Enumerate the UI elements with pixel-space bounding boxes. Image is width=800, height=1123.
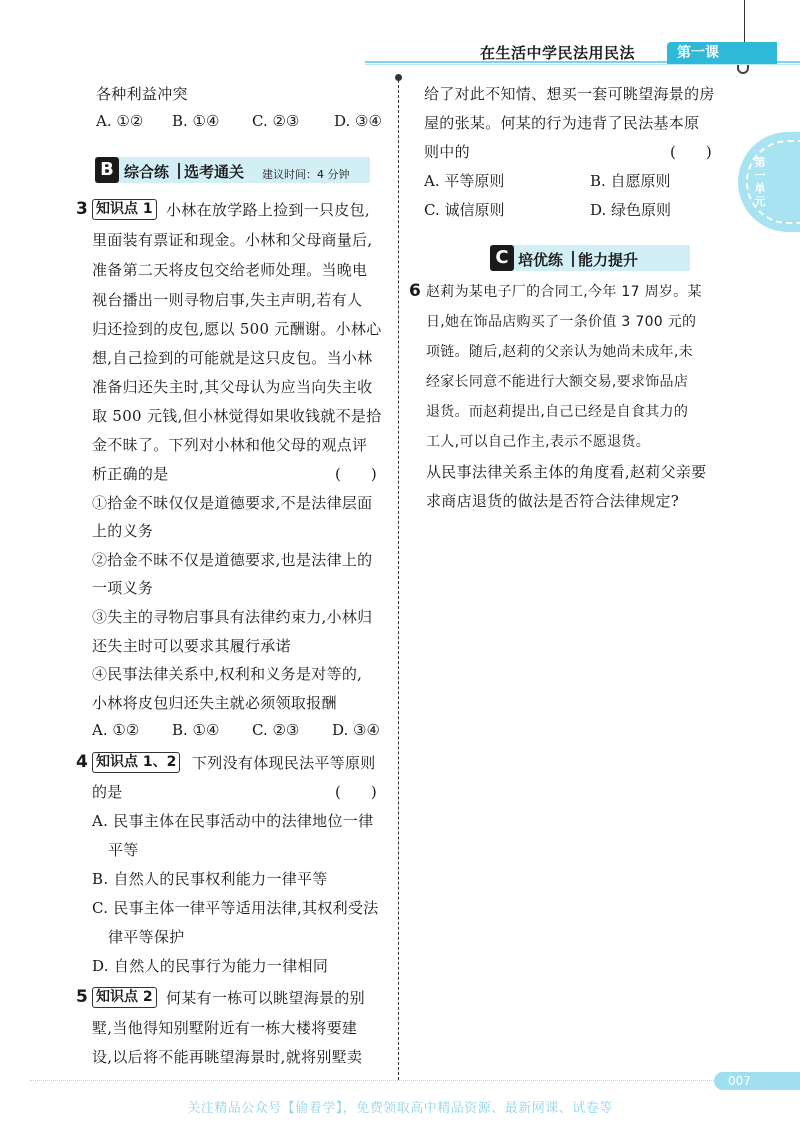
section-c-separator (572, 251, 574, 267)
q6-number: 6 (409, 281, 421, 301)
q3-option-c[interactable]: C. ②③ (252, 721, 300, 739)
q3-text-line: 想,自己捡到的可能就是这只皮包。当小林 (92, 349, 373, 367)
section-b-time: 建议时间：4 分钟 (262, 168, 350, 181)
q3-number: 3 (76, 199, 88, 219)
q6-text-line: 日,她在饰品店购买了一条价值 3 700 元的 (426, 314, 697, 330)
q4-option-a-cont: 平等 (108, 841, 139, 859)
q5-continued-line: 给了对此不知情、想买一套可眺望海景的房 (424, 85, 715, 103)
q5-number: 5 (76, 987, 88, 1007)
q5-knowledge-tag: 知识点 2 (92, 987, 157, 1008)
q3-text-line: 金不昧了。下列对小林和他父母的观点评 (92, 436, 368, 454)
q3-statement-line: 一项义务 (92, 579, 154, 597)
q3-text-line: 准备归还失主时,其父母认为应当向失主收 (92, 378, 373, 396)
section-c-badge: C (490, 245, 514, 271)
q3-statement-line: ①拾金不昧仅仅是道德要求,不是法律层面 (92, 494, 373, 512)
q4-answer-blank[interactable]: ( ) (335, 783, 377, 801)
q4-option-c-cont: 律平等保护 (108, 928, 185, 946)
q4-option-b[interactable]: B. 自然人的民事权利能力一律平等 (92, 870, 328, 888)
q3-knowledge-tag: 知识点 1 (92, 199, 157, 220)
footer-dotted-rule (30, 1080, 720, 1082)
q6-text-line: 经家长同意不能进行大额交易,要求饰品店 (426, 374, 689, 390)
q3-statement-line: ③失主的寻物启事具有法律约束力,小林归 (92, 608, 373, 626)
q2-option-b: B. ①④ (172, 112, 220, 130)
q2-option-d: D. ③④ (334, 112, 382, 130)
header-title: 在生活中学民法用民法 (480, 44, 636, 62)
q4-text-line: 下列没有体现民法平等原则 (192, 754, 376, 772)
q3-text-line: 准备第二天将皮包交给老师处理。当晚电 (92, 261, 368, 279)
q6-text-line: 退货。而赵莉提出,自己已经是自食其力的 (426, 404, 689, 420)
q6-text-line: 项链。随后,赵莉的父亲认为她尚未成年,未 (426, 344, 693, 360)
q5-option-a[interactable]: A. 平等原则 (424, 172, 505, 190)
q5-text-line: 墅,当他得知别墅附近有一栋大楼将要建 (92, 1019, 358, 1037)
q4-text-line: 的是 (92, 783, 123, 801)
q4-option-a[interactable]: A. 民事主体在民事活动中的法律地位一律 (92, 812, 374, 830)
section-b-sub: 选考通关 (184, 163, 245, 181)
section-c-label: 培优练 (518, 251, 564, 269)
q5-text-line: 何某有一栋可以眺望海景的别 (166, 989, 365, 1007)
q4-option-d[interactable]: D. 自然人的民事行为能力一律相同 (92, 957, 329, 975)
q6-question-line: 从民事法律关系主体的角度看,赵莉父亲要 (426, 463, 707, 481)
q6-text-line: 工人,可以自己作主,表示不愿退货。 (426, 434, 650, 450)
q3-statement-line: 还失主时可以要求其履行承诺 (92, 637, 291, 655)
q3-text-line: 归还捡到的皮包,愿以 500 元酬谢。小林心 (92, 320, 382, 338)
q3-text-line: 里面装有票证和现金。小林和父母商量后, (92, 231, 373, 249)
q5-continued-line: 屋的张某。何某的行为违背了民法基本原 (424, 114, 700, 132)
q3-option-b[interactable]: B. ①④ (172, 721, 220, 739)
q3-statement-line: ②拾金不昧不仅是道德要求,也是法律上的 (92, 551, 373, 569)
q3-statement-line: ④民事法律关系中,权利和义务是对等的, (92, 665, 363, 683)
q2-continued-text: 各种利益冲突 (96, 85, 188, 103)
q5-option-c[interactable]: C. 诚信原则 (424, 201, 505, 219)
q3-text-line: 取 500 元钱,但小林觉得如果收钱就不是拾 (92, 407, 382, 425)
q4-option-c[interactable]: C. 民事主体一律平等适用法律,其权利受法 (92, 899, 379, 917)
q5-option-d[interactable]: D. 绿色原则 (590, 201, 672, 219)
q6-question-line: 求商店退货的做法是否符合法律规定? (426, 492, 680, 510)
q3-option-a[interactable]: A. ①② (92, 721, 140, 739)
q5-answer-blank[interactable]: ( ) (670, 143, 712, 161)
q5-option-b[interactable]: B. 自愿原则 (590, 172, 671, 190)
section-b-label: 综合练 (124, 163, 170, 181)
q4-number: 4 (76, 752, 88, 772)
lesson-tab: 第一课 (667, 42, 777, 64)
q2-option-a: A. ①② (96, 112, 144, 130)
section-b-separator (178, 163, 180, 179)
q3-answer-blank[interactable]: ( ) (335, 465, 377, 483)
q3-statement-line: 小林将皮包归还失主就必须领取报酬 (92, 694, 337, 712)
q3-text-line: 析正确的是 (92, 465, 169, 483)
page-number: 007 (714, 1072, 800, 1090)
footer-note: 关注精品公众号【偷着学】，免费领取高中精品资源、最新网课、试卷等 (187, 1101, 613, 1116)
q3-text-line: 视台播出一则寻物启事,失主声明,若有人 (92, 291, 363, 309)
q5-continued-line: 则中的 (424, 143, 470, 161)
q3-statement-line: 上的义务 (92, 522, 154, 540)
header-rule-thin (365, 64, 800, 65)
q6-text-line: 赵莉为某电子厂的合同工,今年 17 周岁。某 (426, 284, 702, 300)
q3-option-d[interactable]: D. ③④ (332, 721, 380, 739)
unit-side-label: 第一单元 (754, 156, 766, 208)
q4-knowledge-tag: 知识点 1、2 (92, 752, 180, 773)
q3-text-line: 小林在放学路上捡到一只皮包, (166, 201, 370, 219)
section-b-badge: B (95, 157, 119, 183)
column-divider (398, 80, 399, 1080)
q5-text-line: 设,以后将不能再眺望海景时,就将别墅卖 (92, 1048, 363, 1066)
q2-option-c: C. ②③ (252, 112, 300, 130)
section-c-sub: 能力提升 (578, 251, 639, 269)
